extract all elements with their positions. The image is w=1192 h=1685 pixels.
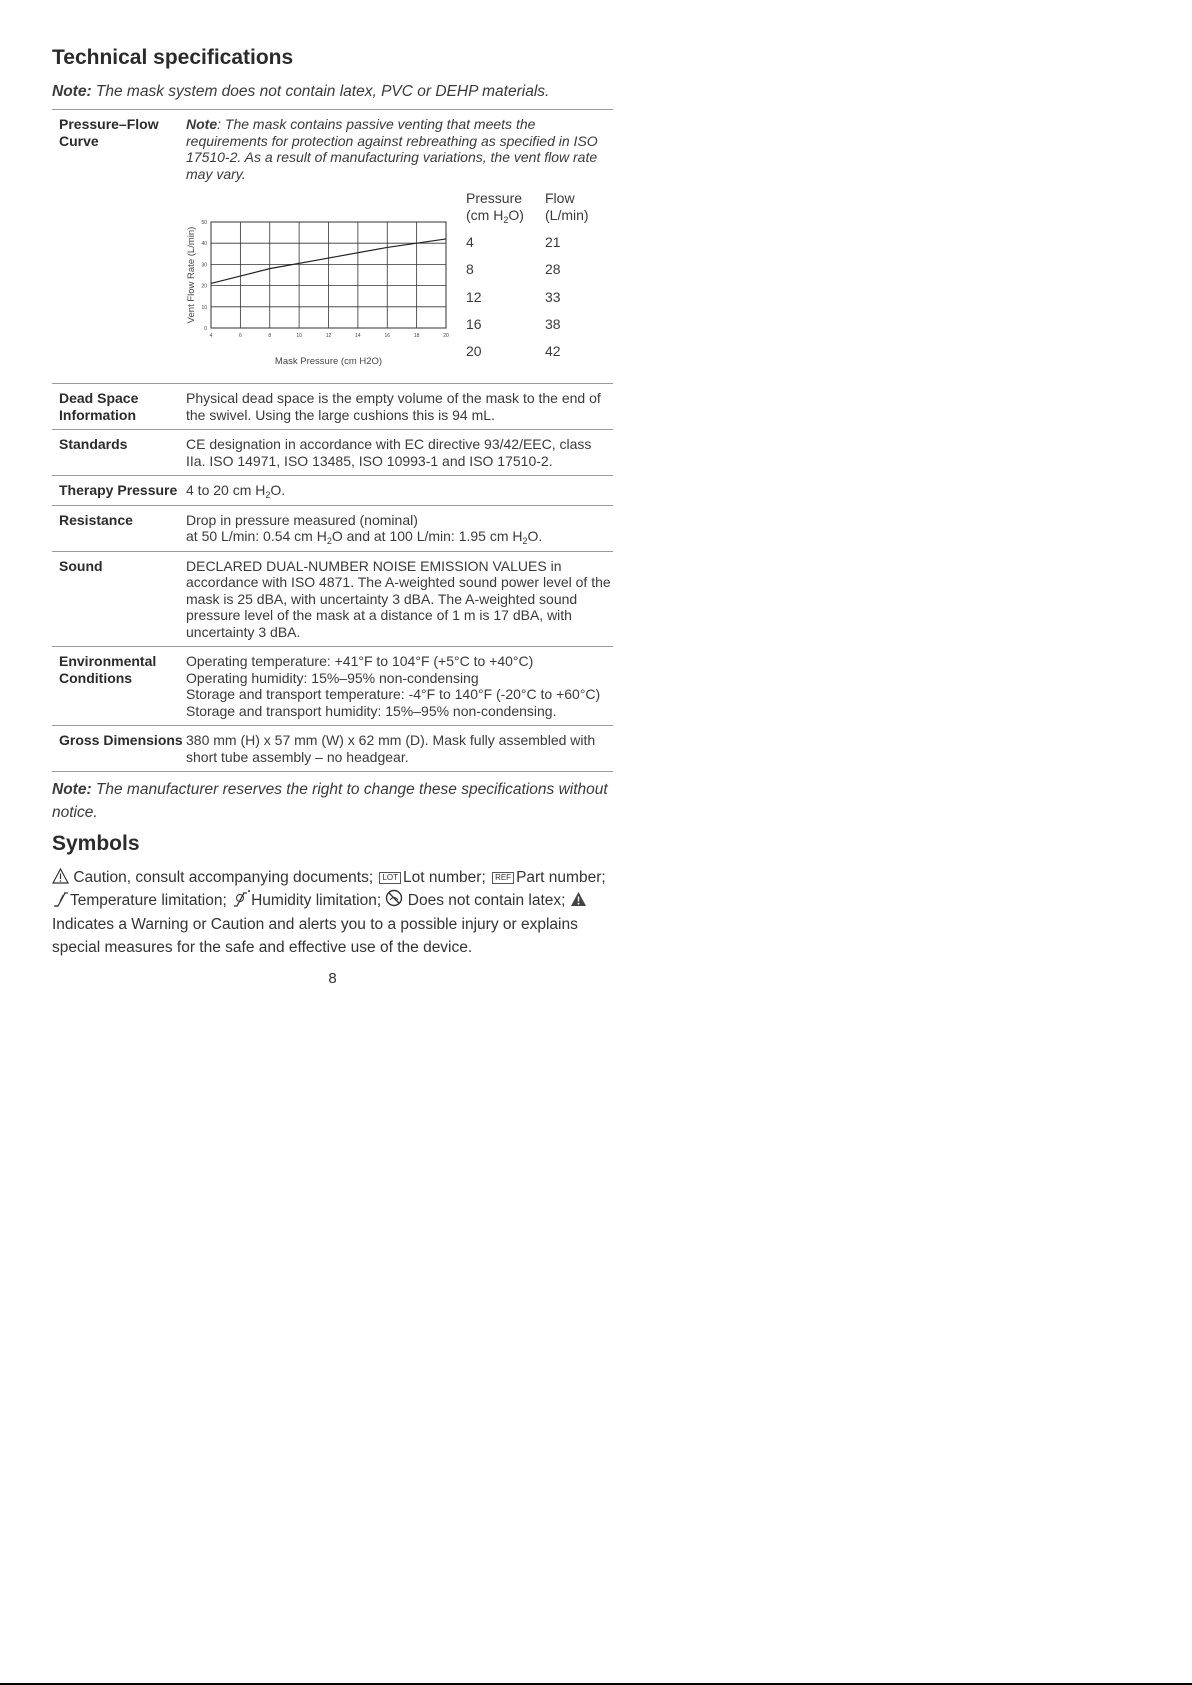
- part-number-icon: REF: [492, 872, 514, 884]
- vent-note: [186, 116, 613, 182]
- y-tick-label: 0: [204, 326, 207, 332]
- part-text: Part number;: [516, 869, 606, 886]
- latex-text: Does not contain latex;: [407, 892, 566, 910]
- spec-label-sound: Sound: [52, 551, 186, 647]
- spec-row-resistance: [52, 505, 613, 551]
- x-tick-label: 18: [413, 333, 420, 339]
- warning-icon: [570, 891, 587, 907]
- humidity-text: Humidity limitation;: [251, 892, 382, 910]
- pressure-column-header: [466, 190, 545, 234]
- spec-value-dimensions: 380 mm (H) x 57 mm (W) x 62 mm (D). Mask fully assembled with short tube assembly – no headgear.: [186, 726, 613, 772]
- pressure-cell: 12: [466, 288, 482, 305]
- spec-row-pressure-flow: [52, 110, 613, 384]
- note-text: The mask system does not contain latex, PVC or DEHP materials.: [95, 83, 550, 100]
- x-tick-label: 12: [325, 333, 332, 339]
- vent-note-text: : The mask contains passive venting that meets the requirements for protection against rebreathing as specified in ISO 17510-2. As a result of manufacturing variations, the vent flow rate may vary.: [186, 116, 598, 182]
- therapy-sub: 2: [265, 490, 271, 500]
- flow-cell: 38: [545, 315, 561, 332]
- pressure-flow-figure: [186, 192, 613, 377]
- pressure-unit-a: (cm H: [466, 206, 504, 223]
- spec-value-dead-space: Physical dead space is the empty volume of the mask to the end of the swivel. Using the large cushions this is 94 mL.: [186, 384, 613, 430]
- y-tick-label: 50: [201, 220, 207, 226]
- spec-label-dead-space: Dead Space Information: [52, 384, 186, 430]
- env-line3: Storage and transport temperature: -4°F to 140°F (-20°C to +60°C): [186, 686, 601, 702]
- y-tick-label: 10: [201, 304, 207, 311]
- caution-text: Caution, consult accompanying documents;: [73, 869, 374, 886]
- spec-value-standards: CE designation in accordance with EC directive 93/42/EEC, class IIa. ISO 14971, ISO 13485, ISO 10993-1 and ISO 17510-2.: [186, 430, 613, 476]
- pressure-column-title: Pressure: [466, 190, 523, 206]
- resistance-line2-a: at 50 L/min: 0.54 cm H: [186, 528, 327, 544]
- spec-label-pressure-flow: Pressure–Flow Curve: [52, 110, 186, 384]
- lot-number-icon: LOT: [379, 872, 401, 884]
- x-tick-label: 14: [355, 333, 361, 339]
- pressure-unit-sub: 2: [503, 214, 509, 225]
- pressure-flow-chart: [186, 192, 456, 377]
- pressure-flow-table: [466, 190, 605, 370]
- change-note: [52, 778, 613, 824]
- therapy-text-b: O.: [270, 482, 286, 498]
- spec-value-environment: [186, 647, 613, 726]
- table-row: [466, 261, 605, 288]
- spec-label-standards: Standards: [52, 430, 186, 476]
- page-number: 8: [328, 970, 337, 988]
- x-tick-label: 20: [443, 333, 449, 339]
- pressure-cell: 20: [466, 343, 482, 360]
- spec-value-resistance: [186, 505, 613, 551]
- spec-row-therapy-pressure: [52, 476, 613, 506]
- resistance-sub1: 2: [326, 536, 332, 546]
- resistance-line2-c: O.: [527, 528, 543, 544]
- change-note-text: The manufacturer reserves the right to change these specifications without notice.: [52, 781, 608, 821]
- y-axis-label: Vent Flow Rate (L/min): [186, 226, 197, 324]
- flow-cell: 28: [545, 261, 561, 278]
- resistance-line1: Drop in pressure measured (nominal): [186, 511, 418, 528]
- spec-value-pressure-flow: [186, 110, 613, 384]
- pressure-cell: 16: [466, 315, 482, 332]
- humidity-limitation-icon: [231, 889, 251, 907]
- env-line4: Storage and transport humidity: 15%–95% non-condensing.: [186, 702, 557, 719]
- spec-row-environment: [52, 647, 613, 726]
- y-tick-label: 30: [201, 262, 207, 269]
- table-row: [466, 316, 605, 343]
- caution-triangle-icon: [52, 868, 69, 884]
- spec-row-dead-space: [52, 384, 613, 430]
- spec-row-dimensions: [52, 726, 613, 772]
- spec-label-environment: Environmental Conditions: [52, 647, 186, 726]
- symbols-heading: Symbols: [52, 832, 140, 855]
- x-tick-label: 4: [209, 333, 213, 339]
- symbols-paragraph: [52, 866, 613, 959]
- spec-row-standards: [52, 430, 613, 476]
- spec-page: [52, 46, 613, 987]
- lot-text: Lot number;: [403, 869, 486, 886]
- x-tick-label: 8: [268, 333, 272, 339]
- env-line2: Operating humidity: 15%–95% non-condensing: [186, 669, 479, 686]
- pressure-cell: 8: [466, 261, 474, 278]
- no-latex-icon: [385, 889, 403, 907]
- temperature-text: Temperature limitation;: [70, 892, 227, 910]
- flow-column-title: Flow: [545, 190, 575, 206]
- x-axis-label: Mask Pressure (cm H2O): [274, 356, 383, 367]
- spec-value-sound: DECLARED DUAL-NUMBER NOISE EMISSION VALUES in accordance with ISO 4871. The A-weighted sound power level of the mask is 25 dBA, with uncertainty 3 dBA. The A-weighted sound pressure level of the mask at a distance of 1 m is 17 dBA, with uncertainty 3 dBA.: [186, 551, 613, 647]
- spec-label-dimensions: Gross Dimensions: [52, 726, 186, 772]
- y-tick-label: 40: [201, 241, 207, 248]
- warning-text: Indicates a Warning or Caution and alerts you to a possible injury or explains special measures for the safe and effective use of the device.: [52, 915, 578, 956]
- note-label: Note:: [52, 83, 92, 100]
- pressure-unit-b: O): [508, 206, 524, 223]
- x-tick-label: 6: [238, 333, 242, 339]
- y-tick-label: 20: [201, 283, 207, 290]
- therapy-text-a: 4 to 20 cm H: [186, 482, 266, 498]
- flow-cell: 33: [545, 288, 561, 305]
- change-note-label: Note:: [52, 781, 92, 798]
- resistance-line2-b: O and at 100 L/min: 1.95 cm H: [331, 528, 523, 544]
- page-title: Technical specifications: [52, 46, 294, 69]
- table-row: [466, 234, 605, 261]
- x-tick-label: 10: [296, 333, 302, 339]
- flow-unit: (L/min): [545, 206, 589, 223]
- pressure-cell: 4: [466, 234, 474, 250]
- x-tick-label: 16: [384, 333, 391, 339]
- flow-cell: 42: [545, 343, 561, 360]
- spec-label-therapy-pressure: Therapy Pressure: [52, 476, 186, 506]
- latex-note: [52, 80, 613, 103]
- temperature-limitation-icon: [52, 889, 70, 907]
- pressure-flow-table-header: [466, 190, 605, 234]
- resistance-sub2: 2: [522, 536, 528, 546]
- flow-column-header: [545, 190, 605, 234]
- flow-cell: 21: [545, 234, 561, 250]
- spec-label-resistance: Resistance: [52, 505, 186, 551]
- vent-note-label: Note: [186, 116, 218, 132]
- spec-row-sound: [52, 551, 613, 647]
- table-row: [466, 289, 605, 316]
- spec-table: [52, 109, 613, 772]
- spec-value-therapy-pressure: [186, 476, 613, 506]
- env-line1: Operating temperature: +41°F to 104°F (+5°C to +40°C): [186, 653, 534, 669]
- table-row: [466, 343, 605, 370]
